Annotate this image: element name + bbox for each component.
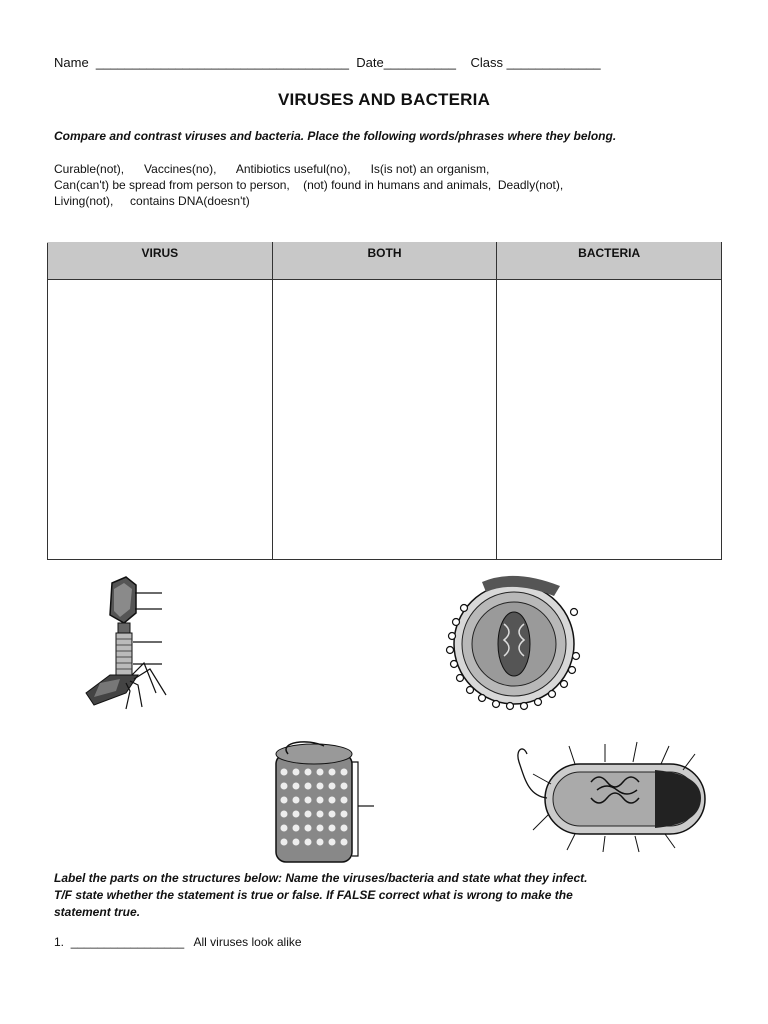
- bacteria-answer-cell[interactable]: [497, 280, 722, 560]
- class-field[interactable]: _____________: [506, 55, 601, 70]
- bacterium-icon: [505, 740, 715, 855]
- virus-answer-cell[interactable]: [48, 280, 273, 560]
- virus-column-header: VIRUS: [48, 243, 273, 280]
- bacteria-column-header: BACTERIA: [497, 243, 722, 280]
- page-title: VIRUSES AND BACTERIA: [277, 90, 491, 109]
- table-header-row: [48, 243, 722, 280]
- header-line: [54, 55, 601, 70]
- word-bank-line-1: Curable(not), Vaccines(no), Antibiotics useful(no), Is(is not) an organism,: [54, 162, 490, 176]
- question-text: All viruses look alike: [193, 935, 302, 949]
- date-field[interactable]: __________: [383, 55, 456, 70]
- question-number: 1.: [54, 935, 65, 949]
- answer-blank[interactable]: _________________: [70, 935, 185, 949]
- label-instructions-line-3: statement true.: [54, 905, 141, 919]
- label-instructions-line-2: T/F state whether the statement is true or false. If FALSE correct what is wrong to make the: [54, 888, 573, 902]
- both-column-header: BOTH: [272, 243, 497, 280]
- question-1: [54, 935, 302, 949]
- bacteriophage-icon: [80, 575, 180, 715]
- helical-virus-icon: [268, 740, 383, 870]
- word-bank-line-3: Living(not), contains DNA(doesn't): [54, 194, 250, 208]
- both-answer-cell[interactable]: [272, 280, 497, 560]
- date-label: Date: [356, 55, 384, 70]
- word-bank-line-2: Can(can't) be spread from person to person, (not) found in humans and animals, Deadly(not),: [54, 178, 564, 192]
- class-label: Class: [470, 55, 503, 70]
- name-field[interactable]: ___________________________________: [95, 55, 349, 70]
- compare-instructions: Compare and contrast viruses and bacteria. Place the following words/phrases where they belong.: [54, 129, 617, 143]
- name-label: Name: [54, 55, 89, 70]
- table-answer-row: [48, 280, 722, 560]
- label-instructions-line-1: Label the parts on the structures below: Name the viruses/bacteria and state what they infect.: [54, 871, 588, 885]
- compare-table: [47, 242, 722, 560]
- enveloped-virus-icon: [442, 572, 587, 712]
- label-instructions: [54, 870, 714, 921]
